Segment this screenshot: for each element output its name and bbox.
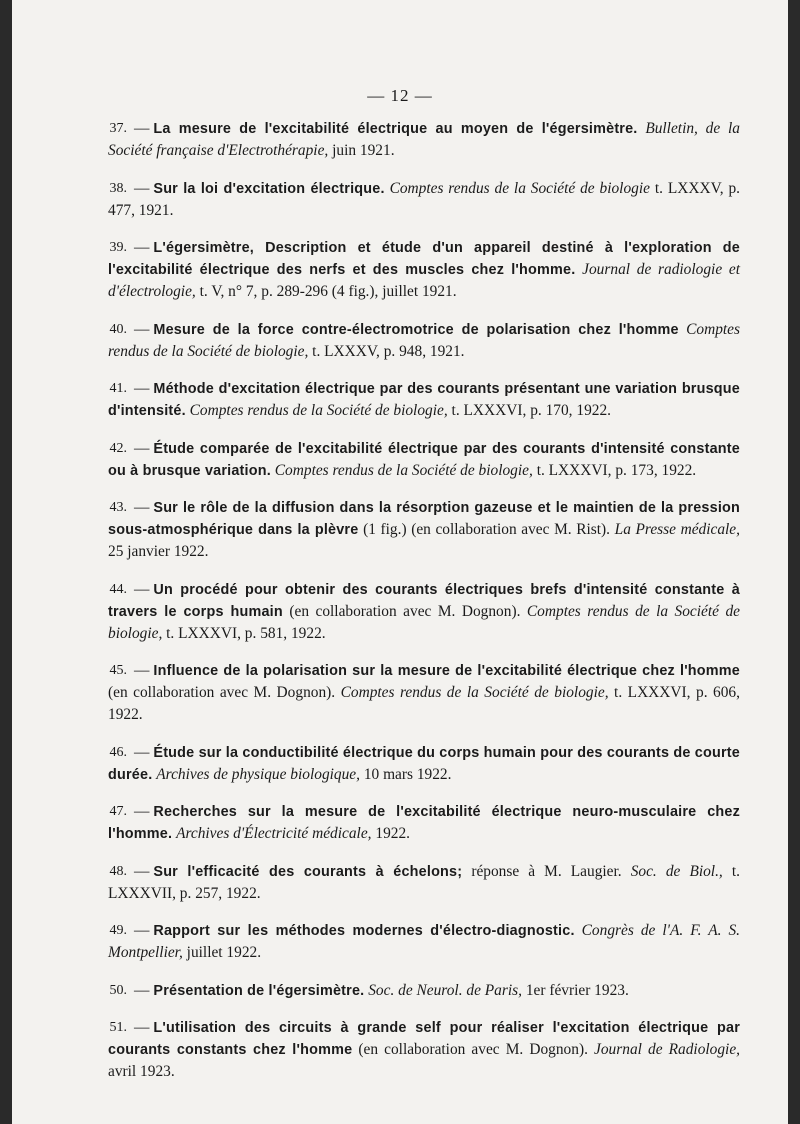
bibliography-entry <box>108 742 740 786</box>
bibliography-entry <box>108 237 740 303</box>
entry-number: 42. <box>109 440 127 456</box>
entry-details: juin 1921. <box>332 142 395 159</box>
bibliography-list <box>108 118 740 1099</box>
entry-body <box>108 380 740 419</box>
entry-journal: Comptes rendus de la Société de biologie, <box>108 320 740 360</box>
entry-dash: — <box>134 922 150 939</box>
entry-journal: Comptes rendus de la Société de biologie <box>389 179 650 197</box>
entry-journal: Congrès de l'A. F. A. S. Montpellier, <box>108 922 740 961</box>
entry-journal: Archives de physique biologique, <box>156 765 360 783</box>
entry-body <box>108 803 740 842</box>
entry-number: 39. <box>109 240 127 255</box>
entry-dash: — <box>134 580 150 598</box>
entry-number: 40. <box>109 321 127 337</box>
entry-dash: — <box>134 981 150 999</box>
bibliography-entry <box>108 801 740 845</box>
entry-number: 38. <box>109 180 127 196</box>
entry-number: 41. <box>109 381 127 396</box>
bibliography-entry <box>108 497 740 563</box>
entry-body <box>108 922 740 961</box>
bibliography-entry <box>108 579 740 645</box>
entry-title: Étude sur la conductibilité électrique du corps humain pour des courants de courte durée. <box>108 744 740 783</box>
entry-journal: Archives d'Électricité médicale, <box>176 825 372 842</box>
entry-dash: — <box>134 439 150 457</box>
entry-details: t. LXXXV, p. 948, 1921. <box>312 342 465 360</box>
entry-journal: La Presse médicale, <box>614 521 740 538</box>
entry-dash: — <box>134 499 150 516</box>
entry-dash: — <box>134 179 150 197</box>
entry-dash: — <box>134 743 150 761</box>
entry-body <box>108 321 740 360</box>
entry-details: 1er février 1923. <box>525 981 629 999</box>
entry-note: (en collaboration avec M. Dognon). <box>358 1041 588 1058</box>
entry-title: Rapport sur les méthodes modernes d'électro-diagnostic. <box>153 923 575 939</box>
entry-number: 44. <box>109 581 127 597</box>
entry-number: 45. <box>109 663 127 678</box>
bibliography-entry <box>108 319 740 363</box>
bibliography-entry <box>108 660 740 726</box>
entry-details: 1922. <box>375 825 411 842</box>
entry-dash: — <box>134 803 150 820</box>
entry-journal: Soc. de Neurol. de Paris, <box>368 981 522 999</box>
entry-journal: Journal de radiologie et d'électrologie, <box>108 261 740 300</box>
entry-journal: Comptes rendus de la Société de biologie, <box>274 461 533 479</box>
entry-note: (1 fig.) (en collaboration avec M. Rist). <box>363 521 611 538</box>
entry-number: 49. <box>109 923 127 938</box>
entry-journal: Bulletin, de la Société française d'Electrothérapie, <box>108 120 740 159</box>
entry-details: t. LXXXVI, p. 173, 1922. <box>536 461 697 479</box>
bibliography-entry <box>108 861 740 905</box>
entry-title: Méthode d'excitation électrique par des courants présentant une variation brusque d'intensité. <box>108 381 740 419</box>
entry-dash: — <box>134 239 150 256</box>
entry-details: t. LXXXVII, p. 257, 1922. <box>108 862 740 902</box>
entry-details: t. LXXXVI, p. 170, 1922. <box>451 402 611 419</box>
entry-body <box>108 440 740 479</box>
entry-body <box>108 863 740 902</box>
entry-title: Influence de la polarisation sur la mesure de l'excitabilité électrique chez l'homme <box>153 663 740 679</box>
bibliography-entry <box>108 1017 740 1083</box>
entry-title: La mesure de l'excitabilité électrique au moyen de l'égersimètre. <box>153 121 638 137</box>
entry-number: 51. <box>109 1020 127 1035</box>
entry-journal: Comptes rendus de la Société de biologie, <box>108 602 740 642</box>
entry-title: Sur l'efficacité des courants à échelons; <box>153 863 463 880</box>
entry-dash: — <box>134 120 150 137</box>
entry-dash: — <box>134 380 150 397</box>
entry-number: 47. <box>109 804 127 819</box>
entry-note: (en collaboration avec M. Dognon). <box>108 684 336 701</box>
entry-details: t. LXXXVI, p. 606, 1922. <box>108 684 740 723</box>
entry-note: réponse à M. Laugier. <box>471 862 622 880</box>
entry-body <box>108 120 740 159</box>
entry-details: t. V, n° 7, p. 289-296 (4 fig.), juillet 1921. <box>199 283 457 300</box>
entry-details: t. LXXXV, p. 477, 1921. <box>108 179 740 219</box>
entry-number: 37. <box>109 121 127 136</box>
document-page <box>12 0 788 1124</box>
entry-number: 46. <box>109 744 127 760</box>
entry-number: 50. <box>109 982 127 998</box>
bibliography-entry <box>108 980 740 1002</box>
entry-journal: Comptes rendus de la Société de biologie, <box>340 684 609 701</box>
entry-details: 10 mars 1922. <box>363 765 452 783</box>
entry-details: t. LXXXVI, p. 581, 1922. <box>166 624 326 642</box>
entry-title: Un procédé pour obtenir des courants électriques brefs d'intensité constante à travers le corps humain <box>108 581 740 620</box>
entry-journal: Journal de Radiologie, <box>594 1041 741 1058</box>
entry-title: Sur la loi d'excitation électrique. <box>153 180 385 197</box>
entry-journal: Soc. de Biol., <box>630 862 723 880</box>
entry-number: 43. <box>109 500 127 515</box>
bibliography-entry <box>108 118 740 162</box>
entry-dash: — <box>134 862 150 880</box>
bibliography-entry <box>108 438 740 482</box>
entry-dash: — <box>134 662 150 679</box>
entry-dash: — <box>134 1019 150 1036</box>
entry-body <box>108 499 740 560</box>
entry-title: Étude comparée de l'excitabilité électrique par des courants d'intensité constante ou à brusque variation. <box>108 440 740 479</box>
entry-details: juillet 1922. <box>186 944 262 961</box>
entry-body <box>108 581 740 642</box>
entry-note: (en collaboration avec M. Dognon). <box>289 602 521 620</box>
page-number: — 12 — <box>367 86 433 105</box>
entry-body <box>130 982 629 999</box>
bibliography-entry <box>108 178 740 222</box>
entry-body <box>108 239 740 300</box>
entry-title: Mesure de la force contre-électromotrice de polarisation chez l'homme <box>153 321 679 338</box>
entry-title: L'utilisation des circuits à grande self pour réaliser l'excitation électrique par courants constants chez l'homme <box>108 1020 740 1058</box>
entry-body <box>108 1019 740 1080</box>
entry-number: 48. <box>109 863 127 879</box>
bibliography-entry <box>108 920 740 964</box>
entry-details: 25 janvier 1922. <box>108 543 209 560</box>
entry-journal: Comptes rendus de la Société de biologie, <box>189 402 448 419</box>
entry-details: avril 1923. <box>108 1063 175 1080</box>
entry-body <box>108 744 740 783</box>
entry-title: L'égersimètre, Description et étude d'un appareil destiné à l'exploration de l'excitabilité électrique des nerfs et des muscles chez l'homme. <box>108 240 740 278</box>
entry-body <box>108 662 740 723</box>
bibliography-entry <box>108 378 740 422</box>
entry-title: Présentation de l'égersimètre. <box>153 982 365 999</box>
entry-dash: — <box>134 320 150 338</box>
entry-title: Sur le rôle de la diffusion dans la résorption gazeuse et le maintien de la pression sous-atmosphérique dans la plèvre <box>108 500 740 538</box>
entry-title: Recherches sur la mesure de l'excitabilité électrique neuro-musculaire chez l'homme. <box>108 804 740 842</box>
entry-body <box>108 180 740 219</box>
